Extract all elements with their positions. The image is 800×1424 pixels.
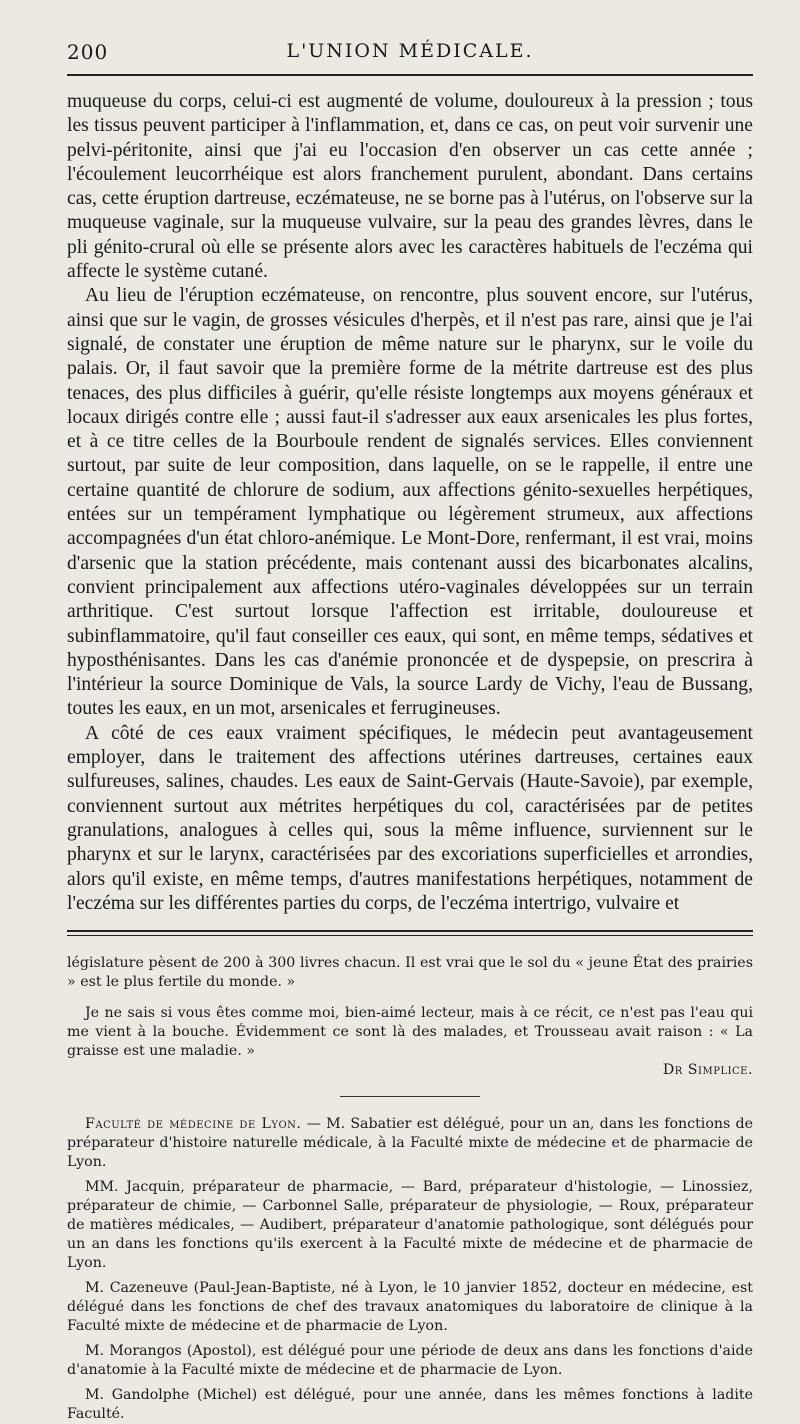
feuilleton-section (67, 954, 753, 1080)
news-item: M. Morangos (Apostol), est délégué pour une période de deux ans dans les fonctions d'aide d'anatomie à la Faculté mixte de médecine et de pharmacie de Lyon. (67, 1343, 753, 1379)
news-item: MM. Jacquin, préparateur de pharmacie, — Bard, préparateur d'histologie, — Linossiez, préparateur de chimie, — Carbonnel Salle, préparateur de physiologie, — Roux, préparateur de matières médicales, — Audibert, préparateur d'anatomie pathologique, sont délégués pour un an dans les fonctions qu'ils exercent à la Faculté mixte de médecine et de pharmacie de Lyon. (67, 1179, 753, 1272)
section-divider (340, 1096, 480, 1097)
author-signature: Dr Simplice. (662, 1062, 753, 1079)
page-header (67, 40, 753, 74)
news-item-text: — M. Sabatier est délégué, pour un an, dans les fonctions de préparateur d'histoire naturelle médicale, à la Faculté mixte de médecine et de pharmacie de Lyon. (67, 1116, 754, 1171)
news-section (67, 1115, 753, 1424)
article-paragraph: muqueuse du corps, celui-ci est augmenté de volume, douloureux à la pression ; tous les tissus peuvent participer à l'inflammation, et, dans ce cas, on peut voir survenir une pelvi-péritonite, ainsi que j'ai eu l'occasion d'en observer un cas cette année ; l'écoulement leucorrhéique est alors franchement purulent, abondant. Dans certains cas, cette éruption dartreuse, eczémateuse, ne se borne pas à l'utérus, on l'observe sur la muqueuse vaginale, sur la muqueuse vulvaire, sur la peau des grandes lèvres, dans le pli génito-crural où elle se présente alors avec les caractères habituels de l'eczéma qui affecte le système cutané. (67, 91, 753, 283)
document-page (0, 40, 800, 1423)
header-rule (67, 74, 753, 76)
feuilleton-separator (67, 930, 753, 936)
article-paragraph: Au lieu de l'éruption eczémateuse, on rencontre, plus souvent encore, sur l'utérus, ainsi que sur le vagin, de grosses vésicules d'herpès, et il n'est pas rare, ainsi que je l'ai signalé, de constater une éruption de même nature sur le pharynx, sur le voile du palais. Or, il faut savoir que la première forme de la métrite dartreuse est des plus tenaces, des plus difficiles à guérir, qu'elle résiste longtemps aux moyens généraux et locaux dirigés contre elle ; aussi faut-il s'adresser aux eaux arsenicales les plus fortes, et à ce titre celles de la Bourboule rendent de signalés services. Elles conviennent surtout, par suite de leur composition, dans laquelle, on se le rappelle, il entre une certaine quantité de chlorure de sodium, aux affections génito-sexuelles herpétiques, entées sur un tempérament lymphatique ou légèrement strumeux, aux affections accompagnées d'un état chloro-anémique. Le Mont-Dore, renfermant, il est vrai, moins d'arsenic que la station précédente, mais contenant aussi des bicarbonates alcalins, convient principalement aux affections utéro-vaginales développées sur un terrain arthritique. C'est surtout lorsque l'affection est irritable, douloureuse et subinflammatoire, qu'il faut conseiller ces eaux, qui sont, en même temps, sédatives et hyposthénisantes. Dans les cas d'anémie prononcée et de dyspepsie, on prescrira à l'intérieur la source Dominique de Vals, la source Lardy de Vichy, l'eau de Bussang, toutes les eaux, en un mot, arsenicales et ferrugineuses. (67, 285, 753, 720)
news-item: M. Cazeneuve (Paul-Jean-Baptiste, né à Lyon, le 10 janvier 1852, docteur en médecine, est délégué dans les fonctions de chef des travaux anatomiques du laboratoire de clinique à la Faculté mixte de médecine et de pharmacie de Lyon. (67, 1280, 753, 1335)
running-title: L'UNION MÉDICALE. (286, 40, 534, 62)
news-item: M. Gandolphe (Michel) est délégué, pour une année, dans les mêmes fonctions à ladite Faculté. (67, 1387, 753, 1423)
news-heading: Faculté de médecine de Lyon. (85, 1116, 302, 1133)
page-number: 200 (67, 40, 109, 64)
article-paragraph: A côté de ces eaux vraiment spécifiques, le médecin peut avantageusement employer, dans le traitement des affections utérines dartreuses, certaines eaux sulfureuses, salines, chaudes. Les eaux de Saint-Gervais (Haute-Savoie), par exemple, conviennent surtout aux métrites herpétiques du col, caractérisées par de petites granulations, analogues à celles qui, sous la même influence, surviennent sur le pharynx et sur le larynx, caractérisées par des excoriations superficielles et arrondies, alors qu'il existe, en même temps, d'autres manifestations herpétiques, notamment de l'eczéma sur les différentes parties du corps, de l'eczéma intertrigo, vulvaire et (67, 722, 753, 914)
feuilleton-paragraph: législature pèsent de 200 à 300 livres chacun. Il est vrai que le sol du « jeune État des prairies » est le plus fertile du monde. » (67, 955, 753, 991)
main-article (67, 90, 753, 916)
signature-line (67, 1061, 753, 1080)
news-item (67, 1115, 753, 1172)
feuilleton-paragraph: Je ne sais si vous êtes comme moi, bien-aimé lecteur, mais à ce récit, ce n'est pas l'eau qui me vient à la bouche. Évidemment ce sont là des malades, et Trousseau avait raison : « La graisse est une maladie. » (67, 1005, 753, 1060)
